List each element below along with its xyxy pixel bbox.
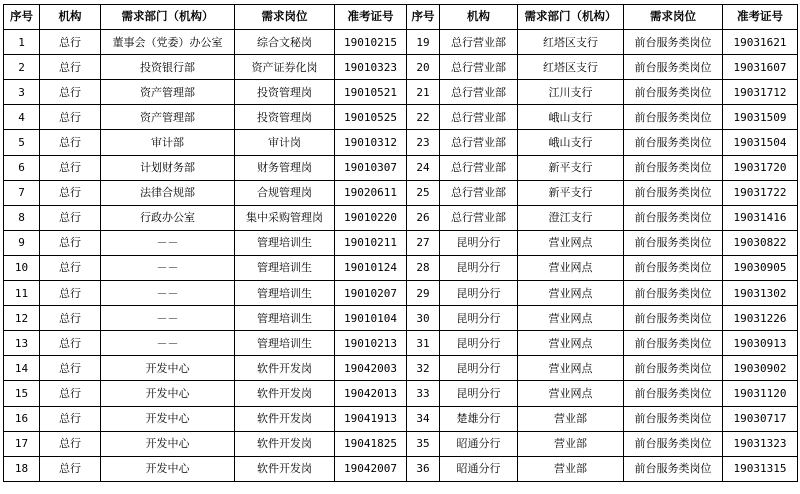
cell-left-department: 开发中心 bbox=[101, 356, 235, 381]
cell-left-position: 资产证券化岗 bbox=[235, 55, 335, 80]
cell-right-org: 总行营业部 bbox=[440, 80, 518, 105]
cell-right-org: 昭通分行 bbox=[440, 431, 518, 456]
cell-right-org: 昆明分行 bbox=[440, 281, 518, 306]
cell-right-position: 前台服务类岗位 bbox=[624, 130, 723, 155]
table-row bbox=[4, 306, 798, 331]
cell-left-position: 管理培训生 bbox=[235, 230, 335, 255]
cell-right-index: 26 bbox=[407, 205, 440, 230]
cell-right-position: 前台服务类岗位 bbox=[624, 155, 723, 180]
table-row bbox=[4, 205, 798, 230]
cell-left-index: 18 bbox=[4, 456, 40, 481]
cell-right-index: 35 bbox=[407, 431, 440, 456]
cell-left-org: 总行 bbox=[40, 356, 101, 381]
table-row bbox=[4, 155, 798, 180]
cell-right-index: 34 bbox=[407, 406, 440, 431]
header-left-org: 机构 bbox=[40, 5, 101, 30]
cell-left-org: 总行 bbox=[40, 130, 101, 155]
cell-left-index: 1 bbox=[4, 30, 40, 55]
header-right-org: 机构 bbox=[440, 5, 518, 30]
cell-right-position: 前台服务类岗位 bbox=[624, 55, 723, 80]
cell-left-index: 6 bbox=[4, 155, 40, 180]
cell-right-ticket-number: 19031607 bbox=[723, 55, 798, 80]
cell-right-position: 前台服务类岗位 bbox=[624, 406, 723, 431]
cell-right-position: 前台服务类岗位 bbox=[624, 431, 723, 456]
cell-right-org: 总行营业部 bbox=[440, 105, 518, 130]
cell-left-department: 法律合规部 bbox=[101, 180, 235, 205]
cell-left-ticket-number: 19010521 bbox=[335, 80, 407, 105]
cell-left-org: 总行 bbox=[40, 406, 101, 431]
cell-right-position: 前台服务类岗位 bbox=[624, 230, 723, 255]
cell-left-department: －－ bbox=[101, 331, 235, 356]
table-row bbox=[4, 230, 798, 255]
cell-right-department: 营业部 bbox=[518, 406, 624, 431]
table-row bbox=[4, 55, 798, 80]
cell-left-index: 5 bbox=[4, 130, 40, 155]
cell-left-department: 资产管理部 bbox=[101, 105, 235, 130]
cell-right-position: 前台服务类岗位 bbox=[624, 255, 723, 280]
table-row bbox=[4, 255, 798, 280]
cell-right-department: 营业网点 bbox=[518, 381, 624, 406]
cell-left-index: 11 bbox=[4, 281, 40, 306]
cell-right-ticket-number: 19031226 bbox=[723, 306, 798, 331]
cell-right-index: 31 bbox=[407, 331, 440, 356]
cell-left-department: 计划财务部 bbox=[101, 155, 235, 180]
table-row bbox=[4, 80, 798, 105]
table-body bbox=[4, 30, 798, 482]
cell-right-index: 30 bbox=[407, 306, 440, 331]
cell-left-ticket-number: 19042003 bbox=[335, 356, 407, 381]
cell-right-org: 总行营业部 bbox=[440, 180, 518, 205]
cell-right-department: 新平支行 bbox=[518, 155, 624, 180]
cell-right-index: 19 bbox=[407, 30, 440, 55]
header-left-ticket-number: 准考证号 bbox=[335, 5, 407, 30]
cell-right-ticket-number: 19030902 bbox=[723, 356, 798, 381]
cell-left-org: 总行 bbox=[40, 80, 101, 105]
cell-left-ticket-number: 19010312 bbox=[335, 130, 407, 155]
cell-left-index: 9 bbox=[4, 230, 40, 255]
cell-right-index: 21 bbox=[407, 80, 440, 105]
cell-right-ticket-number: 19031722 bbox=[723, 180, 798, 205]
cell-right-org: 昆明分行 bbox=[440, 230, 518, 255]
cell-right-ticket-number: 19031120 bbox=[723, 381, 798, 406]
cell-left-ticket-number: 19020611 bbox=[335, 180, 407, 205]
cell-left-position: 软件开发岗 bbox=[235, 356, 335, 381]
cell-left-ticket-number: 19010323 bbox=[335, 55, 407, 80]
cell-left-org: 总行 bbox=[40, 205, 101, 230]
cell-right-org: 昆明分行 bbox=[440, 331, 518, 356]
cell-right-ticket-number: 19031323 bbox=[723, 431, 798, 456]
cell-left-department: －－ bbox=[101, 306, 235, 331]
cell-right-department: 峨山支行 bbox=[518, 105, 624, 130]
table-row bbox=[4, 456, 798, 481]
table-row bbox=[4, 406, 798, 431]
header-left-position: 需求岗位 bbox=[235, 5, 335, 30]
cell-left-position: 管理培训生 bbox=[235, 255, 335, 280]
cell-left-index: 10 bbox=[4, 255, 40, 280]
cell-right-org: 总行营业部 bbox=[440, 30, 518, 55]
cell-left-department: 行政办公室 bbox=[101, 205, 235, 230]
cell-left-department: 投资银行部 bbox=[101, 55, 235, 80]
cell-left-org: 总行 bbox=[40, 105, 101, 130]
cell-right-position: 前台服务类岗位 bbox=[624, 180, 723, 205]
cell-left-org: 总行 bbox=[40, 255, 101, 280]
cell-right-department: 营业网点 bbox=[518, 331, 624, 356]
header-left-department: 需求部门（机构） bbox=[101, 5, 235, 30]
cell-left-department: 董事会（党委）办公室 bbox=[101, 30, 235, 55]
table-row bbox=[4, 130, 798, 155]
cell-right-index: 28 bbox=[407, 255, 440, 280]
cell-left-org: 总行 bbox=[40, 30, 101, 55]
cell-right-ticket-number: 19031504 bbox=[723, 130, 798, 155]
cell-right-department: 营业网点 bbox=[518, 356, 624, 381]
cell-left-ticket-number: 19010213 bbox=[335, 331, 407, 356]
header-right-index: 序号 bbox=[407, 5, 440, 30]
cell-right-ticket-number: 19031621 bbox=[723, 30, 798, 55]
cell-right-ticket-number: 19031302 bbox=[723, 281, 798, 306]
cell-left-position: 软件开发岗 bbox=[235, 431, 335, 456]
cell-left-ticket-number: 19041913 bbox=[335, 406, 407, 431]
cell-right-ticket-number: 19030913 bbox=[723, 331, 798, 356]
cell-right-index: 25 bbox=[407, 180, 440, 205]
cell-right-position: 前台服务类岗位 bbox=[624, 356, 723, 381]
cell-right-position: 前台服务类岗位 bbox=[624, 205, 723, 230]
header-right-department: 需求部门（机构） bbox=[518, 5, 624, 30]
cell-left-ticket-number: 19010220 bbox=[335, 205, 407, 230]
cell-left-org: 总行 bbox=[40, 456, 101, 481]
table-row bbox=[4, 356, 798, 381]
cell-left-position: 投资管理岗 bbox=[235, 105, 335, 130]
cell-right-position: 前台服务类岗位 bbox=[624, 281, 723, 306]
cell-left-position: 财务管理岗 bbox=[235, 155, 335, 180]
cell-right-position: 前台服务类岗位 bbox=[624, 105, 723, 130]
cell-left-org: 总行 bbox=[40, 306, 101, 331]
cell-left-ticket-number: 19010307 bbox=[335, 155, 407, 180]
cell-right-index: 36 bbox=[407, 456, 440, 481]
table-row bbox=[4, 30, 798, 55]
header-right-ticket-number: 准考证号 bbox=[723, 5, 798, 30]
cell-right-ticket-number: 19031416 bbox=[723, 205, 798, 230]
cell-left-department: －－ bbox=[101, 230, 235, 255]
cell-left-index: 4 bbox=[4, 105, 40, 130]
cell-right-department: 红塔区支行 bbox=[518, 55, 624, 80]
cell-right-org: 昆明分行 bbox=[440, 381, 518, 406]
cell-left-org: 总行 bbox=[40, 180, 101, 205]
cell-left-position: 综合文秘岗 bbox=[235, 30, 335, 55]
cell-left-index: 14 bbox=[4, 356, 40, 381]
header-right-position: 需求岗位 bbox=[624, 5, 723, 30]
cell-left-ticket-number: 19010207 bbox=[335, 281, 407, 306]
header-row bbox=[4, 5, 798, 30]
cell-right-org: 总行营业部 bbox=[440, 130, 518, 155]
cell-right-org: 楚雄分行 bbox=[440, 406, 518, 431]
cell-left-department: 开发中心 bbox=[101, 456, 235, 481]
cell-left-ticket-number: 19041825 bbox=[335, 431, 407, 456]
cell-right-position: 前台服务类岗位 bbox=[624, 456, 723, 481]
cell-left-position: 软件开发岗 bbox=[235, 456, 335, 481]
cell-left-position: 集中采购管理岗 bbox=[235, 205, 335, 230]
cell-right-ticket-number: 19031720 bbox=[723, 155, 798, 180]
cell-left-department: －－ bbox=[101, 255, 235, 280]
cell-right-ticket-number: 19031509 bbox=[723, 105, 798, 130]
cell-left-org: 总行 bbox=[40, 381, 101, 406]
cell-left-department: 开发中心 bbox=[101, 381, 235, 406]
cell-right-index: 22 bbox=[407, 105, 440, 130]
cell-left-org: 总行 bbox=[40, 331, 101, 356]
cell-right-department: 江川支行 bbox=[518, 80, 624, 105]
cell-right-department: 营业网点 bbox=[518, 255, 624, 280]
cell-left-index: 16 bbox=[4, 406, 40, 431]
cell-right-index: 27 bbox=[407, 230, 440, 255]
cell-right-ticket-number: 19030905 bbox=[723, 255, 798, 280]
cell-right-department: 营业网点 bbox=[518, 281, 624, 306]
cell-left-position: 管理培训生 bbox=[235, 281, 335, 306]
cell-left-index: 2 bbox=[4, 55, 40, 80]
cell-right-index: 33 bbox=[407, 381, 440, 406]
cell-right-department: 峨山支行 bbox=[518, 130, 624, 155]
cell-left-ticket-number: 19010211 bbox=[335, 230, 407, 255]
cell-left-index: 8 bbox=[4, 205, 40, 230]
cell-right-department: 营业网点 bbox=[518, 306, 624, 331]
cell-left-org: 总行 bbox=[40, 230, 101, 255]
cell-left-index: 7 bbox=[4, 180, 40, 205]
cell-left-department: 开发中心 bbox=[101, 406, 235, 431]
cell-left-position: 软件开发岗 bbox=[235, 381, 335, 406]
cell-right-org: 昭通分行 bbox=[440, 456, 518, 481]
cell-left-org: 总行 bbox=[40, 55, 101, 80]
cell-left-department: 开发中心 bbox=[101, 431, 235, 456]
cell-left-index: 17 bbox=[4, 431, 40, 456]
cell-left-position: 合规管理岗 bbox=[235, 180, 335, 205]
cell-right-position: 前台服务类岗位 bbox=[624, 30, 723, 55]
cell-left-position: 管理培训生 bbox=[235, 306, 335, 331]
table-row bbox=[4, 105, 798, 130]
cell-left-department: －－ bbox=[101, 281, 235, 306]
header-left-index: 序号 bbox=[4, 5, 40, 30]
cell-right-department: 营业部 bbox=[518, 456, 624, 481]
cell-left-ticket-number: 19010104 bbox=[335, 306, 407, 331]
cell-right-index: 23 bbox=[407, 130, 440, 155]
cell-left-ticket-number: 19010525 bbox=[335, 105, 407, 130]
cell-right-ticket-number: 19031315 bbox=[723, 456, 798, 481]
cell-right-org: 昆明分行 bbox=[440, 306, 518, 331]
cell-right-position: 前台服务类岗位 bbox=[624, 381, 723, 406]
cell-right-position: 前台服务类岗位 bbox=[624, 306, 723, 331]
cell-left-position: 投资管理岗 bbox=[235, 80, 335, 105]
cell-right-index: 32 bbox=[407, 356, 440, 381]
table-row bbox=[4, 431, 798, 456]
cell-right-department: 新平支行 bbox=[518, 180, 624, 205]
cell-left-index: 3 bbox=[4, 80, 40, 105]
cell-right-department: 营业网点 bbox=[518, 230, 624, 255]
cell-right-org: 昆明分行 bbox=[440, 356, 518, 381]
cell-right-department: 红塔区支行 bbox=[518, 30, 624, 55]
cell-right-index: 24 bbox=[407, 155, 440, 180]
cell-right-department: 澄江支行 bbox=[518, 205, 624, 230]
document-page bbox=[3, 4, 798, 482]
table-row bbox=[4, 331, 798, 356]
cell-left-ticket-number: 19010215 bbox=[335, 30, 407, 55]
cell-left-ticket-number: 19042007 bbox=[335, 456, 407, 481]
cell-right-org: 总行营业部 bbox=[440, 55, 518, 80]
cell-left-index: 12 bbox=[4, 306, 40, 331]
cell-left-org: 总行 bbox=[40, 155, 101, 180]
cell-right-ticket-number: 19030717 bbox=[723, 406, 798, 431]
cell-left-department: 资产管理部 bbox=[101, 80, 235, 105]
table-row bbox=[4, 281, 798, 306]
cell-right-index: 29 bbox=[407, 281, 440, 306]
results-table bbox=[3, 4, 798, 482]
cell-left-ticket-number: 19042013 bbox=[335, 381, 407, 406]
cell-left-org: 总行 bbox=[40, 431, 101, 456]
cell-left-position: 软件开发岗 bbox=[235, 406, 335, 431]
table-row bbox=[4, 381, 798, 406]
cell-right-org: 总行营业部 bbox=[440, 205, 518, 230]
cell-left-org: 总行 bbox=[40, 281, 101, 306]
table-row bbox=[4, 180, 798, 205]
cell-left-index: 15 bbox=[4, 381, 40, 406]
cell-right-ticket-number: 19031712 bbox=[723, 80, 798, 105]
cell-right-position: 前台服务类岗位 bbox=[624, 80, 723, 105]
cell-left-index: 13 bbox=[4, 331, 40, 356]
cell-right-ticket-number: 19030822 bbox=[723, 230, 798, 255]
cell-left-ticket-number: 19010124 bbox=[335, 255, 407, 280]
cell-right-org: 昆明分行 bbox=[440, 255, 518, 280]
cell-right-position: 前台服务类岗位 bbox=[624, 331, 723, 356]
cell-right-org: 总行营业部 bbox=[440, 155, 518, 180]
cell-left-position: 审计岗 bbox=[235, 130, 335, 155]
cell-right-department: 营业部 bbox=[518, 431, 624, 456]
cell-left-position: 管理培训生 bbox=[235, 331, 335, 356]
cell-left-department: 审计部 bbox=[101, 130, 235, 155]
cell-right-index: 20 bbox=[407, 55, 440, 80]
